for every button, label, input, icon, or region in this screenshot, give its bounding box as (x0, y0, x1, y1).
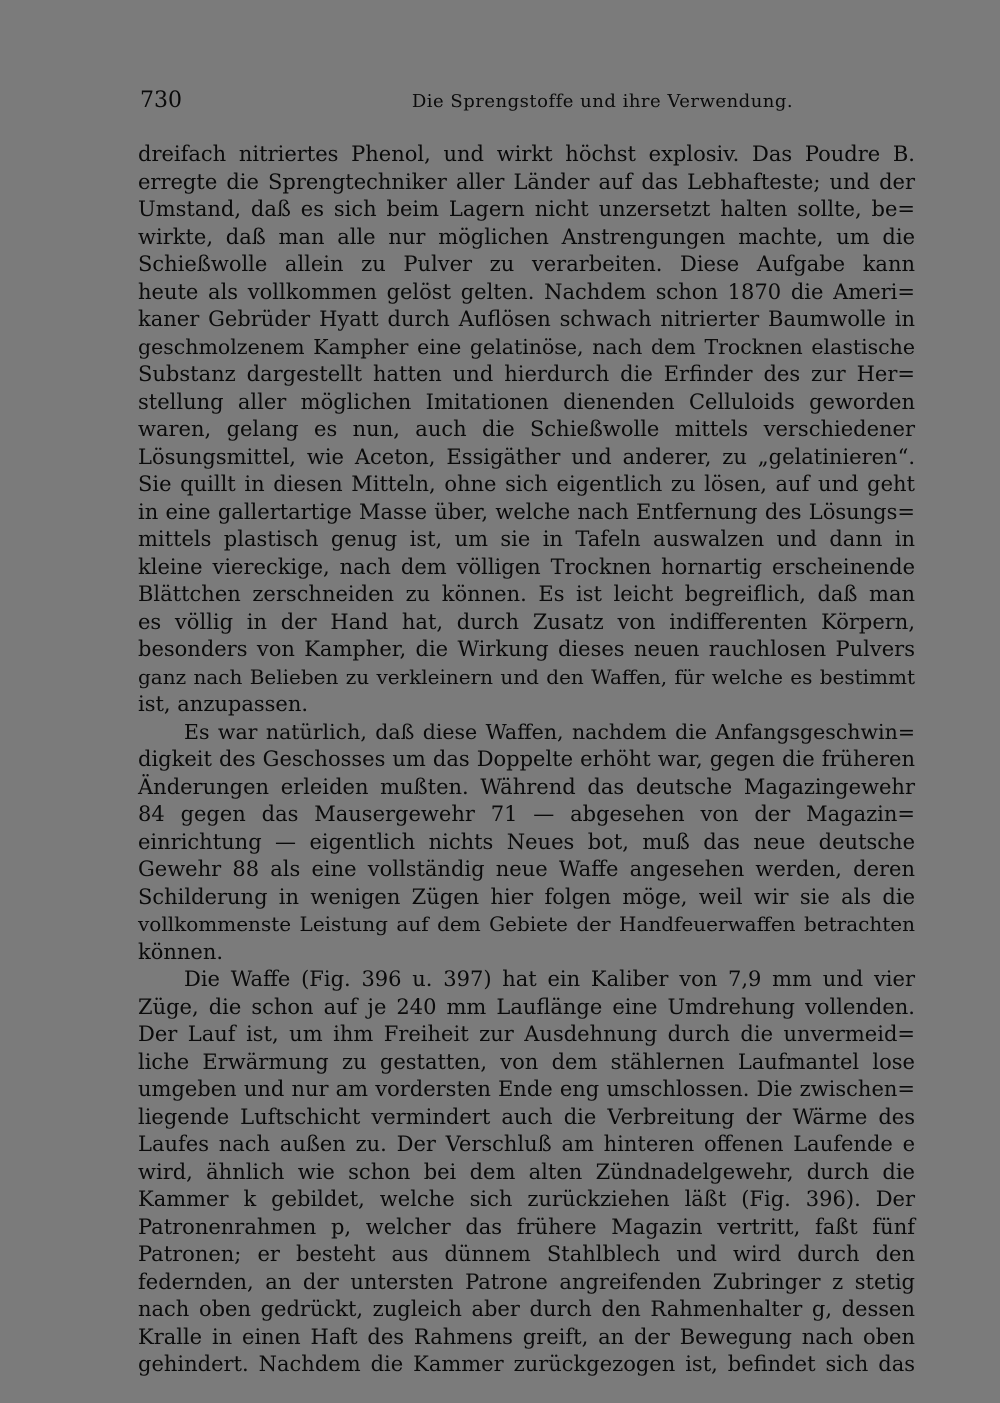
text-line: einrichtung — eigentlich nichts Neues bot, muß das neue deutsche (138, 829, 915, 854)
text-line: Schießwolle allein zu Pulver zu verarbeiten. Diese Aufgabe kann (138, 252, 915, 276)
text-line: erregte die Sprengtechniker aller Länder auf das Lebhafteste; und der (138, 169, 915, 194)
text-line: besonders von Kampher, die Wirkung dieses neuen rauchlosen Pulvers (138, 637, 915, 661)
text-line: können. (138, 939, 224, 964)
text-line: digkeit des Geschosses um das Doppelte erhöht war, gegen die früheren (138, 747, 915, 771)
text-line: kleine viereckige, nach dem völligen Trocknen hornartig erscheinende (138, 554, 915, 579)
text-line: 84 gegen das Mausergewehr 71 — abgesehen von der Magazin= (138, 802, 915, 826)
page-number: 730 (140, 88, 182, 113)
text-line: wird, ähnlich wie schon bei dem alten Zündnadelgewehr, durch die (138, 1159, 915, 1184)
text-line: wirkte, daß man alle nur möglichen Anstrengungen machte, um die (138, 224, 915, 249)
text-line: Patronenrahmen p, welcher das frühere Magazin vertritt, faßt fünf (138, 1214, 915, 1239)
page-header (140, 86, 915, 120)
text-line: Züge, die schon auf je 240 mm Lauflänge eine Umdrehung vollenden. (138, 994, 915, 1019)
text-line: Sie quillt in diesen Mitteln, ohne sich eigentlich zu lösen, auf und geht (138, 472, 915, 496)
text-line: geschmolzenem Kampher eine gelatinöse, nach dem Trocknen elastische (138, 334, 915, 359)
text-line: Patronen; er besteht aus dünnem Stahlblech und wird durch den (138, 1242, 915, 1266)
text-line: waren, gelang es nun, auch die Schießwolle mittels verschiedener (138, 417, 915, 441)
text-line: Blättchen zerschneiden zu können. Es ist leicht begreiflich, daß man (138, 582, 915, 606)
text-line: Lösungsmittel, wie Aceton, Essigäther und anderer, zu „gelatinieren“. (138, 444, 915, 469)
running-title: Die Sprengstoffe und ihre Verwendung. (411, 91, 794, 112)
text-line: Änderungen erleiden mußten. Während das deutsche Magazingewehr (138, 774, 915, 799)
text-line: heute als vollkommen gelöst gelten. Nachdem schon 1870 die Ameri= (138, 279, 915, 304)
text-line: Der Lauf ist, um ihm Freiheit zur Ausdehnung durch die unvermeid= (138, 1022, 915, 1046)
text-line: Es war natürlich, daß diese Waffen, nachdem die Anfangsgeschwin= (184, 719, 915, 744)
body-text (138, 141, 915, 1379)
text-line: mittels plastisch genug ist, um sie in Tafeln auswalzen und dann in (138, 527, 915, 551)
text-line: gehindert. Nachdem die Kammer zurückgezogen ist, befindet sich das (138, 1352, 915, 1376)
text-line: kaner Gebrüder Hyatt durch Auflösen schwach nitrierter Baumwolle in (138, 307, 915, 331)
text-line: Kralle in einen Haft des Rahmens greift, an der Bewegung nach oben (138, 1324, 915, 1349)
text-line: liche Erwärmung zu gestatten, von dem stählernen Laufmantel lose (138, 1049, 915, 1074)
text-line: Umstand, daß es sich beim Lagern nicht unzersetzt halten sollte, be= (138, 197, 915, 221)
text-line: Kammer k gebildet, welche sich zurückziehen läßt (Fig. 396). Der (138, 1187, 915, 1211)
text-line: vollkommenste Leistung auf dem Gebiete der Handfeuerwaffen betrachten (138, 912, 915, 936)
text-line: Gewehr 88 als eine vollständig neue Waffe angesehen werden, deren (138, 857, 915, 881)
text-line: Substanz dargestellt hatten und hierdurch die Erfinder des zur Her= (138, 362, 915, 386)
text-line: dreifach nitriertes Phenol, und wirkt höchst explosiv. Das Poudre B. (138, 142, 915, 166)
text-line: federnden, an der untersten Patrone angreifenden Zubringer z stetig (138, 1269, 915, 1294)
text-line: nach oben gedrückt, zugleich aber durch den Rahmenhalter g, dessen (138, 1297, 915, 1321)
text-line: Schilderung in wenigen Zügen hier folgen möge, weil wir sie als die (138, 884, 915, 909)
text-line: Laufes nach außen zu. Der Verschluß am hinteren offenen Laufende e (138, 1132, 915, 1156)
text-line: in eine gallertartige Masse über, welche nach Entfernung des Lösungs= (138, 499, 915, 524)
text-line: es völlig in der Hand hat, durch Zusatz von indifferenten Körpern, (138, 609, 915, 634)
text-line: ist, anzupassen. (138, 692, 309, 716)
text-line: ganz nach Belieben zu verkleinern und den Waffen, für welche es bestimmt (138, 664, 915, 689)
text-line: Die Waffe (Fig. 396 u. 397) hat ein Kaliber von 7,9 mm und vier (184, 967, 915, 991)
text-line: umgeben und nur am vordersten Ende eng umschlossen. Die zwischen= (138, 1077, 915, 1101)
text-line: stellung aller möglichen Imitationen dienenden Celluloids geworden (138, 389, 915, 414)
text-line: liegende Luftschicht vermindert auch die Verbreitung der Wärme des (138, 1104, 915, 1129)
